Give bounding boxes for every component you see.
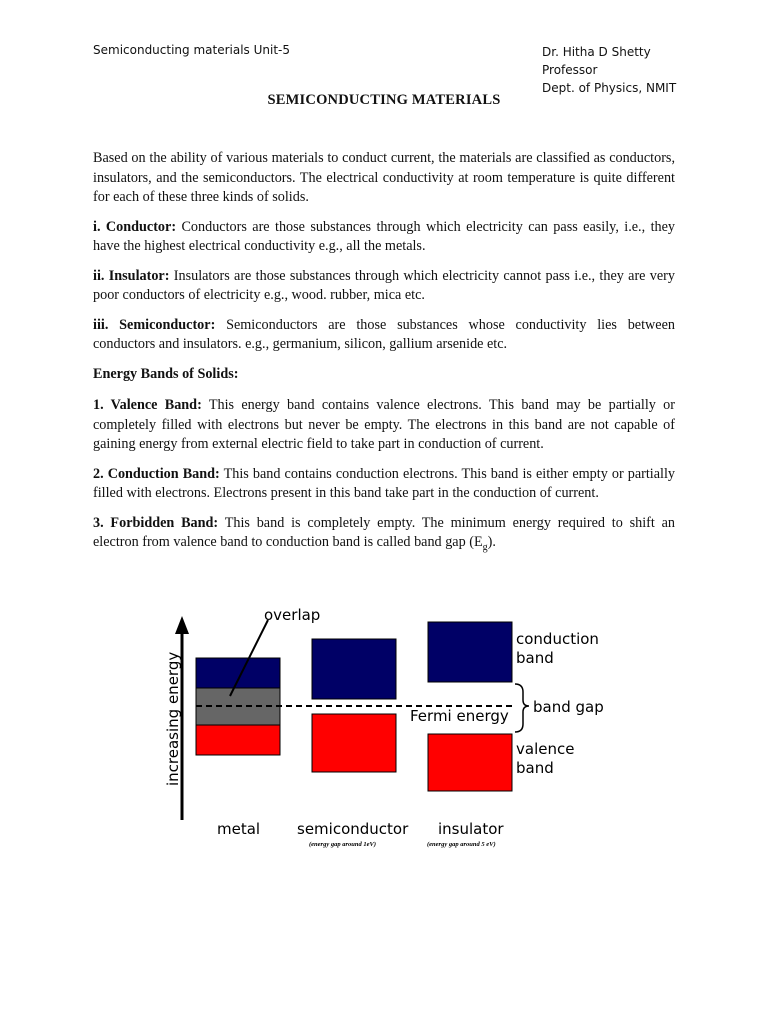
energy-band-diagram [160, 598, 620, 858]
semiconductor-caption: (energy gap around 1eV) [309, 841, 376, 848]
page-title: SEMICONDUCTING MATERIALS [267, 92, 501, 108]
band-term: 1. Valence Band: [93, 397, 202, 413]
semiconductor-label: semiconductor [297, 820, 409, 838]
definition-term: iii. Semiconductor: [93, 316, 216, 333]
definition-semiconductor [93, 316, 675, 355]
intro-paragraph: Based on the ability of various materials to conduct current, the materials are classified as conductors, insulators, and the semiconductors. The electrical conductivity at room temperature is quite different for each of these three kinds of solids. [93, 150, 675, 205]
definition-text: Semiconductors are those substances whose conductivity lies between conductors and insulators. e.g., germanium, silicon, gallium arsenide etc. [93, 316, 675, 352]
bandgap-suffix: ). [487, 534, 496, 550]
metal-valence-band [196, 725, 280, 755]
section-heading-energy-bands: Energy Bands of Solids: [93, 365, 239, 382]
definition-insulator [93, 267, 675, 306]
y-axis-label: increasing energy [164, 651, 182, 786]
conduction-band-label-line2: band [516, 649, 554, 667]
band-valence [93, 396, 675, 455]
header-author-name: Dr. Hitha D Shetty [542, 45, 651, 59]
insulator-caption: (energy gap around 5 eV) [427, 841, 496, 848]
definition-conductor [93, 218, 675, 257]
document-body [93, 149, 675, 567]
band-conduction [93, 465, 675, 504]
header-author-position: Professor [542, 63, 598, 77]
fermi-energy-label: Fermi energy [410, 707, 509, 725]
insulator-label: insulator [438, 820, 504, 838]
bandgap-subscript: g [482, 541, 488, 553]
band-term: 2. Conduction Band: [93, 465, 220, 482]
conduction-band-label-line1: conduction [516, 630, 599, 648]
band-forbidden [93, 514, 675, 558]
valence-band-label-line1: valence [516, 740, 575, 758]
definition-term: i. Conductor: [93, 218, 177, 235]
band-gap-label: band gap [533, 698, 604, 716]
overlap-label: overlap [264, 606, 321, 624]
insulator-conduction-band [428, 622, 512, 682]
metal-label: metal [217, 820, 261, 838]
header-author-dept: Dept. of Physics, NMIT [542, 81, 677, 95]
insulator-valence-band [428, 734, 512, 791]
definition-text: Conductors are those substances through which electricity can pass easily, i.e., they have the highest electrical conductivity e.g., all the metals. [93, 218, 675, 254]
band-text: This energy band contains valence electrons. This band may be partially or completely filled with electrons but never be empty. The electrons in this band are not capable of gaining energy from external electric field to take part in conduction of current. [93, 397, 675, 452]
definition-text: Insulators are those substances through which electricity cannot pass i.e., they are very poor conductors of electricity e.g., wood. rubber, mica etc. [93, 267, 675, 303]
semiconductor-conduction-band [312, 639, 396, 699]
header-author-block [542, 43, 676, 97]
axis-arrowhead [175, 616, 189, 634]
band-term: 3. Forbidden Band: [93, 514, 219, 531]
band-text: This band is completely empty. The minimum energy required to shift an electron from valence band to conduction band is called band gap (E [93, 514, 676, 550]
valence-band-label-line2: band [516, 759, 554, 777]
semiconductor-valence-band [312, 714, 396, 772]
header-course-title: Semiconducting materials Unit-5 [93, 43, 291, 57]
metal-conduction-band [196, 658, 280, 688]
band-gap-brace [515, 684, 529, 732]
band-text: This band contains conduction electrons. This band is either empty or partially filled with electrons. Electrons present in this band take part in the conduction of current. [93, 465, 675, 501]
definition-term: ii. Insulator: [93, 267, 170, 284]
